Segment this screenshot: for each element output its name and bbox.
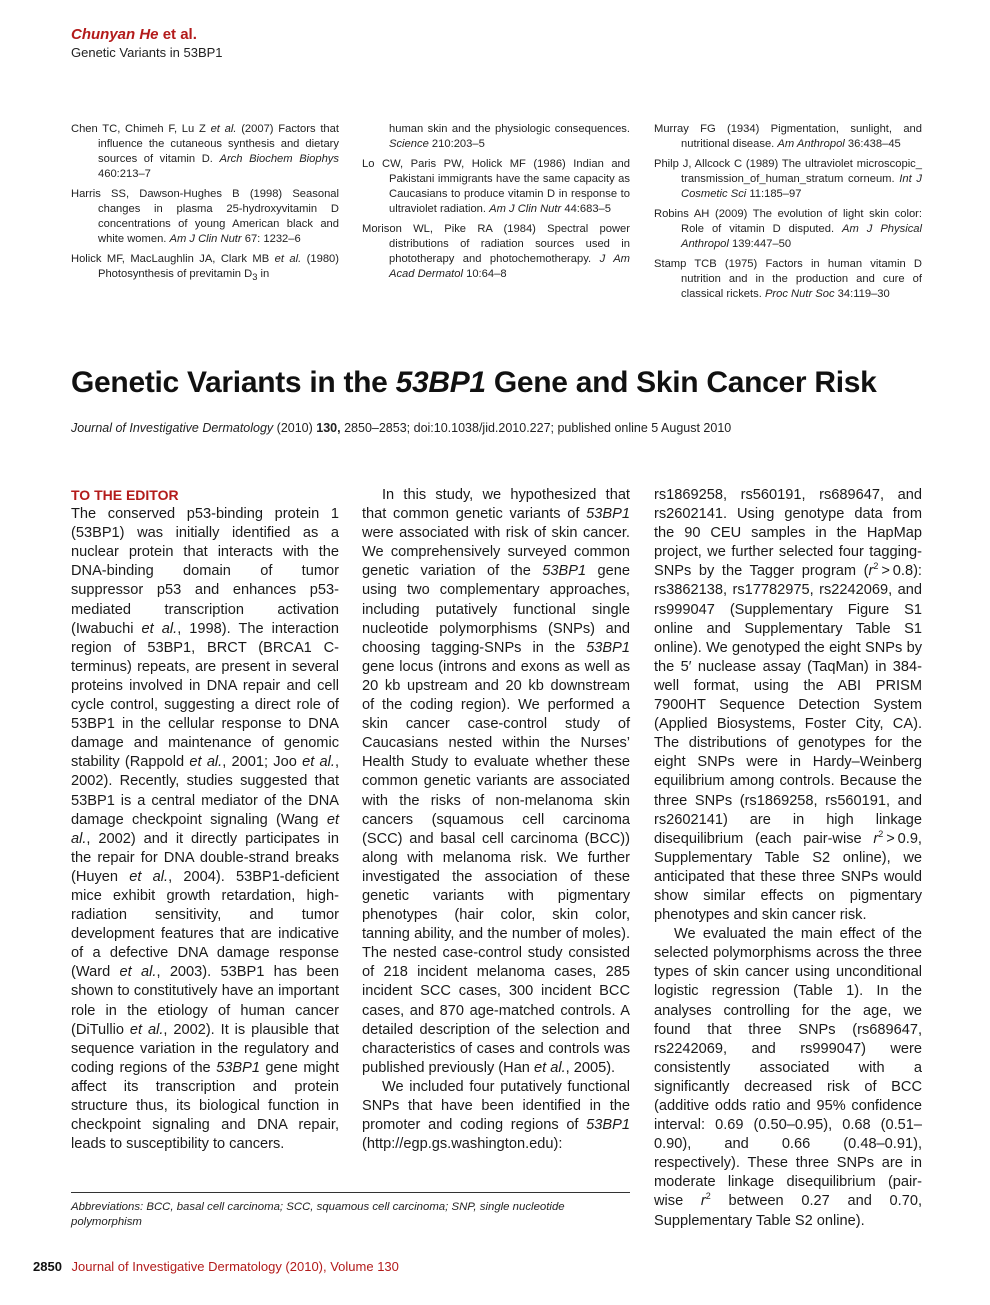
reference-column-2 [362,122,630,287]
footer-journal: Journal of Investigative Dermatology (2010), Volume 130 [71,1259,399,1274]
body-paragraph: In this study, we hypothesized that that common genetic variants of 53BP1 were associated with risk of skin cancer. We comprehensively surveyed common genetic variation of the 53BP1 gene using two complementary approaches, including putatively functional single nucleotide polymorphisms (SNPs) and choosing tagging-SNPs in the 53BP1 gene locus (introns and exons as well as 20 kb upstream and 20 kb downstream of the coding region). We performed a skin cancer case-control study of Caucasians nested within the Nurses’ Health Study to evaluate whether these common genetic variants are associated with the risks of non-melanoma skin cancers (squamous cell carcinoma (SCC) and basal cell carcinoma (BCC)) along with melanoma risk. We further investigated the association of these genetic variants with pigmentary phenotypes (hair color, skin color, tanning ability, and the number of moles). The nested case-control study consisted of 218 incident melanoma cases, 285 incident SCC cases, 300 incident BCC cases, and 870 age-matched controls. A detailed description of the selection and characteristics of cases and controls was published previously (Han et al., 2005). [362,487,630,1076]
body-column-2 [362,486,630,1154]
article-title: Genetic Variants in the 53BP1 Gene and Skin Cancer Risk [71,366,877,399]
article-citation: Journal of Investigative Dermatology (2010) 130, 2850–2853; doi:10.1038/jid.2010.227; published online 5 August 2010 [71,421,732,435]
body-paragraph: We evaluated the main effect of the selected polymorphisms across the three types of skin cancer using unconditional logistic regression (Table 1). In the analyses controlling for the age, we found that three SNPs (rs689647, rs2242069, and rs999047) were consistently associated with a significantly decreased risk of BCC (additive odds ratio and 95% confidence interval: 0.69 (0.50–0.95), 0.68 (0.51–0.90), and 0.66 (0.48–0.91), respectively). These three SNPs are in moderate linkage disequilibrium (pair-wise $r^2$ between 0.27 and 0.70, Supplementary Table S2 online). [654,926,923,1229]
reference-column-3 [654,122,922,307]
reference-column-1 [71,122,339,290]
reference-entry: Harris SS, Dawson-Hughes B (1998) Seasonal changes in plasma 25-hydroxyvitamin D concentrations of young American black and white women. Am J Clin Nutr 67: 1232–6 [71,188,339,245]
author-name: Chunyan He [71,26,159,43]
reference-entry: Holick MF, MacLaughlin JA, Clark MB et al. (1980) Photosynthesis of previtamin $D_3$ in [71,253,339,283]
reference-entry: Robins AH (2009) The evolution of light skin color: Role of vitamin D disputed. Am J Physical Anthropol 139:447–50 [654,208,922,250]
reference-entry: human skin and the physiologic consequences. Science 210:203–5 [389,123,630,150]
body-column-1 [71,486,339,1154]
body-paragraph: We included four putatively functional SNPs that have been identified in the promoter and coding regions of 53BP1 (http://egp.gs.washington.edu): [362,1078,630,1153]
page-footer [33,1259,399,1274]
reference-entry: Lo CW, Paris PW, Holick MF (1986) Indian and Pakistani immigrants have the same capacity as Caucasians to produce vitamin D in response to ultraviolet radiation. Am J Clin Nutr 44:683–5 [362,158,630,215]
running-header-author [71,26,197,43]
reference-entry: Philp J, Allcock C (1989) The ultraviolet microscopic_ transmission_of_human_stratum corneum. Int J Cosmetic Sci 11:185–97 [654,158,923,200]
abbreviations-footnote: Abbreviations: BCC, basal cell carcinoma; SCC, squamous cell carcinoma; SNP, single nucleotide polymorphism [71,1201,565,1228]
reference-entry: Chen TC, Chimeh F, Lu Z et al. (2007) Factors that influence the cutaneous synthesis and dietary sources of vitamin D. Arch Biochem Biophys 460:213–7 [71,123,339,180]
reference-entry: Morison WL, Pike RA (1984) Spectral power distributions of radiation sources used in phototherapy and photochemotherapy. J Am Acad Dermatol 10:64–8 [362,223,630,280]
reference-entry: Murray FG (1934) Pigmentation, sunlight, and nutritional disease. Am Anthropol 36:438–45 [654,123,922,150]
page-number: 2850 [33,1259,62,1274]
footnote-divider [71,1192,630,1193]
running-header-title: Genetic Variants in 53BP1 [71,45,223,60]
body-paragraph: The conserved p53-binding protein 1 (53BP1) was initially identified as a nuclear protein that interacts with the DNA-binding domain of tumor suppressor p53 and enhances p53-mediated transcription activation (Iwabuchi et al., 1998). The interaction region of 53BP1, BRCT (BRCA1 C-terminus) repeats, are present in several proteins involved in DNA repair and cell cycle control, suggesting a direct role of 53BP1 in the cellular response to DNA damage and maintenance of genomic stability (Rappold et al., 2001; Joo et al., 2002). Recently, studies suggested that 53BP1 is a central mediator of the DNA damage checkpoint signaling (Wang et al., 2002) and it directly participates in the repair for DNA double-strand breaks (Huyen et al., 2004). 53BP1-deficient mice exhibit growth retardation, high-radiation sensitivity, and tumor development features that are indicative of a defective DNA damage response (Ward et al., 2003). 53BP1 has been shown to constitutively have an important role in the etiology of human cancer (DiTullio et al., 2002). It is plausible that sequence variation in the regulatory and coding regions of the 53BP1 gene might affect its transcription and protein structure thus, its biological function in checkpoint signaling and DNA repair, leads to susceptibility to cancers. [71,506,340,1153]
body-paragraph: rs1869258, rs560191, rs689647, and rs2602141. Using genotype data from the 90 CEU samples in the HapMap project, we further selected four tagging-SNPs by the Tagger program $(r^2 > 0.8)$: rs3862138, rs17782975, rs2242069, and rs999047 (Supplementary Figure S1 online and Supplementary Table S1 online). We genotyped the eight SNPs by the 5′ nuclease assay (TaqMan) in 384-well format, using the ABI PRISM 7900HT Sequence Detection System (Applied Biosystems, Foster City, CA). The distributions of genotypes for the eight SNPs were in Hardy–Weinberg equilibrium among controls. Because the three SNPs (rs1869258, rs560191, and rs2602141) are in high linkage disequilibrium (each pair-wise $r^2 > 0.9$, Supplementary Table S2 online), we anticipated that these three SNPs would show similar effects on pigmentary phenotypes and skin cancer risk. [654,487,922,924]
section-heading: TO THE EDITOR [71,487,179,503]
reference-entry: Stamp TCB (1975) Factors in human vitamin D nutrition and in the production and cure of classical rickets. Proc Nutr Soc 34:119–30 [654,258,922,300]
author-etal: et al. [162,26,197,43]
body-column-3 [654,486,922,1231]
